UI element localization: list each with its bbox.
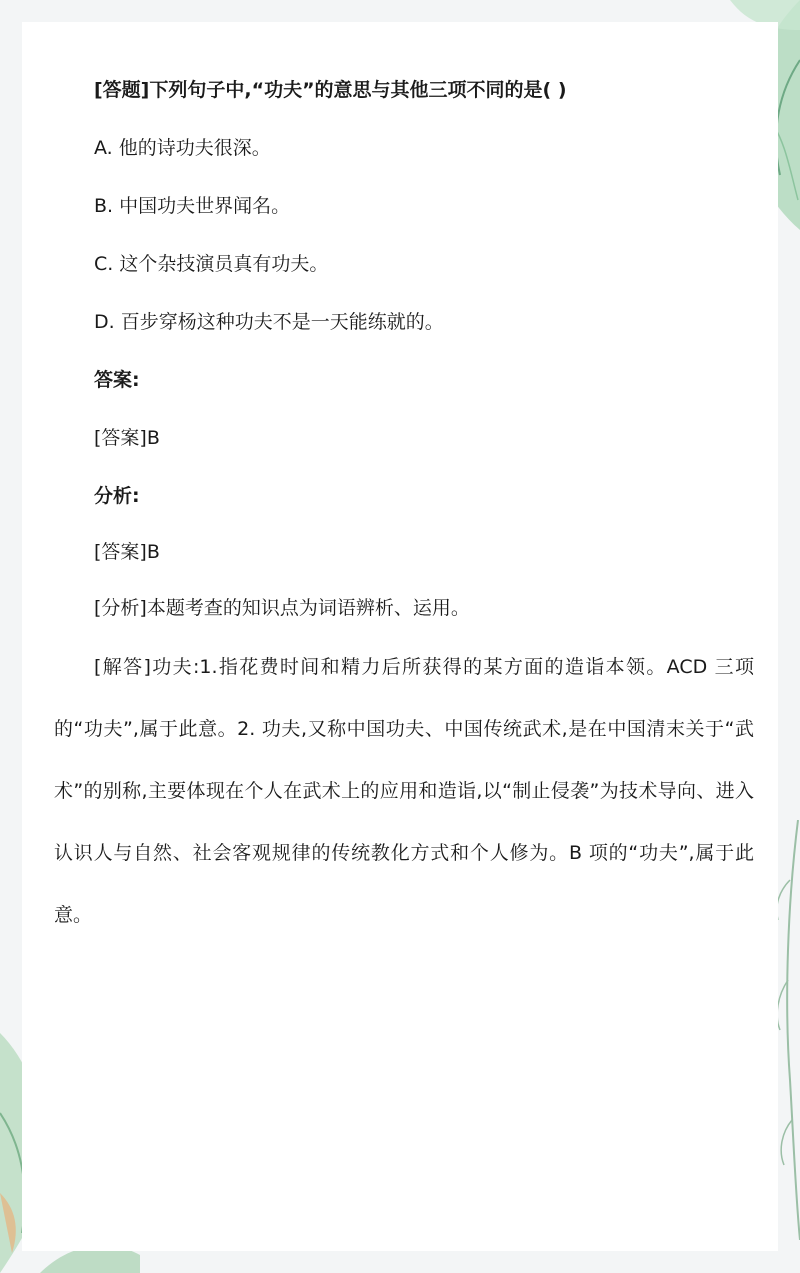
analysis-point: [分析]本题考查的知识点为词语辨析、运用。 [94,597,470,619]
analysis-solution: [解答]功夫:1.指花费时间和精力后所获得的某方面的造诣本领。ACD 三项的“功夫”,属于此意。2. 功夫,又称中国功夫、中国传统武术,是在中国清末关于“武术”的别称,主要体现在个人在武术上的应用和造诣,以“制止侵袭”为技术导向、进入认识人与自然、社会客观规律的传统教化方式和个人修为。B 项的“功夫”,属于此意。 [54,656,754,926]
question-text: [答题]下列句子中,“功夫”的意思与其他三项不同的是( ) [94,79,567,101]
document-page [22,22,778,1251]
option-c: C. 这个杂技演员真有功夫。 [94,253,329,275]
option-d: D. 百步穿杨这种功夫不是一天能练就的。 [94,311,444,333]
answer-heading: 答案: [94,369,140,391]
option-a: A. 他的诗功夫很深。 [94,137,271,159]
analysis-heading: 分析: [94,485,140,507]
analysis-answer: [答案]B [94,541,160,563]
answer-value: [答案]B [94,427,160,449]
option-b: B. 中国功夫世界闻名。 [94,195,291,217]
